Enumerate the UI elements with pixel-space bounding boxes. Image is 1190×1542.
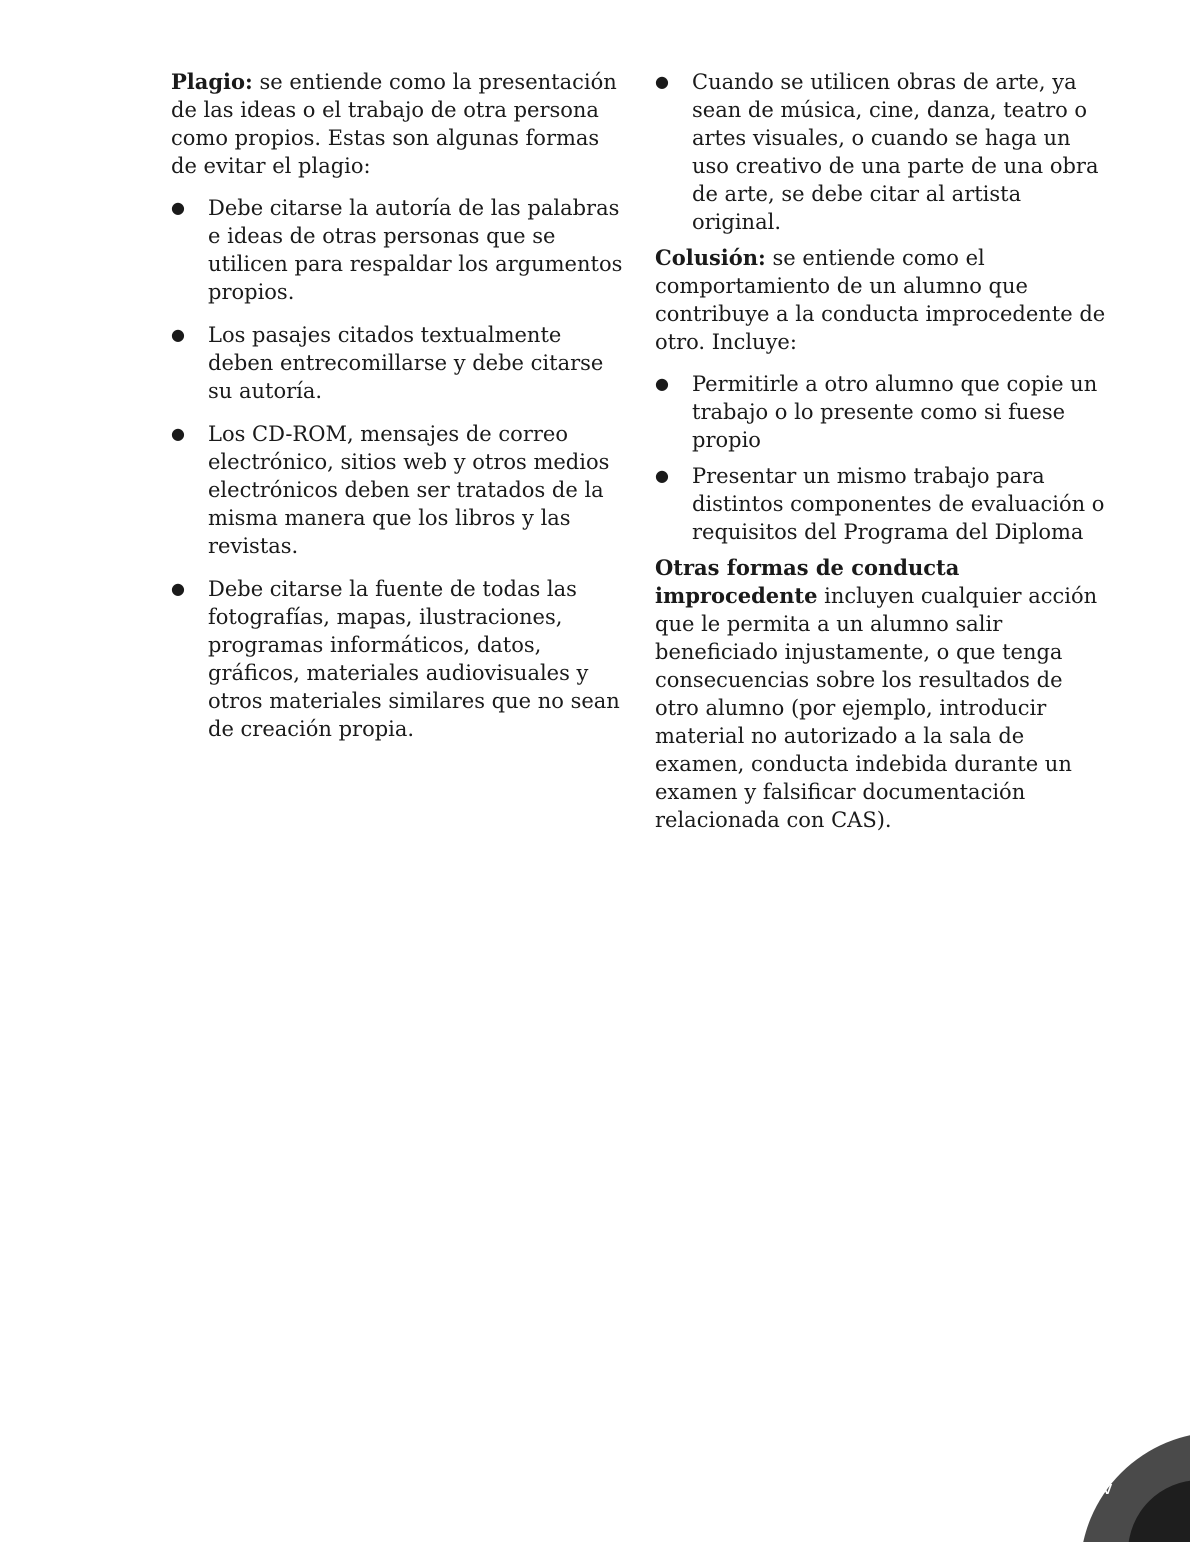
right-column <box>655 68 1110 848</box>
list-item <box>171 321 623 405</box>
list-item-text: Los pasajes citados textualmente deben entrecomillarse y debe citarse su autoría. <box>208 323 604 403</box>
colusion-paragraph <box>655 244 1110 356</box>
plagio-text: se entiende como la presentación de las ideas o el trabajo de otra persona como propios. Estas son algunas formas de evitar el plagio: <box>171 70 617 178</box>
list-item <box>655 68 1110 236</box>
list-item <box>171 420 623 560</box>
bullet-icon: ● <box>655 72 669 91</box>
bullet-icon: ● <box>171 579 185 598</box>
list-item <box>655 462 1110 546</box>
list-item <box>655 370 1110 454</box>
colusion-list <box>655 370 1110 546</box>
colusion-text: se entiende como el comportamiento de un alumno que contribuye a la conducta improcedente de otro. Incluye: <box>655 246 1106 354</box>
list-item-text: Permitirle a otro alumno que copie un trabajo o lo presente como si fuese propio <box>692 372 1098 452</box>
plagio-term: Plagio: <box>171 69 253 94</box>
bullet-icon: ● <box>171 198 185 217</box>
corner-arc-shape <box>1070 1422 1190 1542</box>
left-column <box>171 68 623 758</box>
bullet-icon: ● <box>655 466 669 485</box>
bullet-icon: ● <box>171 325 185 344</box>
bullet-icon: ● <box>655 374 669 393</box>
plagio-list <box>171 194 623 743</box>
otras-text: incluyen cualquier acción que le permita a un alumno salir beneficiado injustamente, o que tenga consecuencias sobre los resultados de otro alumno (por ejemplo, introducir material no autorizado a la sala de examen, conducta indebida durante un examen y falsificar documentación relacionada con CAS). <box>655 584 1098 832</box>
list-item <box>171 194 623 306</box>
page-number: v <box>1102 1478 1113 1499</box>
list-item-text: Debe citarse la fuente de todas las fotografías, mapas, ilustraciones, programas informáticos, datos, gráficos, materiales audiovisuales y otros materiales similares que no sean de creación propia. <box>208 577 620 741</box>
list-item <box>171 575 623 743</box>
art-list <box>655 68 1110 236</box>
list-item-text: Debe citarse la autoría de las palabras e ideas de otras personas que se utilicen para respaldar los argumentos propios. <box>208 196 623 304</box>
list-item-text: Cuando se utilicen obras de arte, ya sean de música, cine, danza, teatro o artes visuales, o cuando se haga un uso creativo de una parte de una obra de arte, se debe citar al artista original. <box>692 70 1099 234</box>
page-corner-decoration <box>1070 1422 1190 1542</box>
plagio-paragraph <box>171 68 623 180</box>
list-item-text: Los CD-ROM, mensajes de correo electrónico, sitios web y otros medios electrónicos deben ser tratados de la misma manera que los libros y las revistas. <box>208 422 610 558</box>
bullet-icon: ● <box>171 424 185 443</box>
colusion-term: Colusión: <box>655 245 766 270</box>
otras-paragraph <box>655 554 1110 834</box>
otras-term: Otras formas de conducta improcedente <box>655 555 960 608</box>
list-item-text: Presentar un mismo trabajo para distintos componentes de evaluación o requisitos del Programa del Diploma <box>692 464 1105 544</box>
